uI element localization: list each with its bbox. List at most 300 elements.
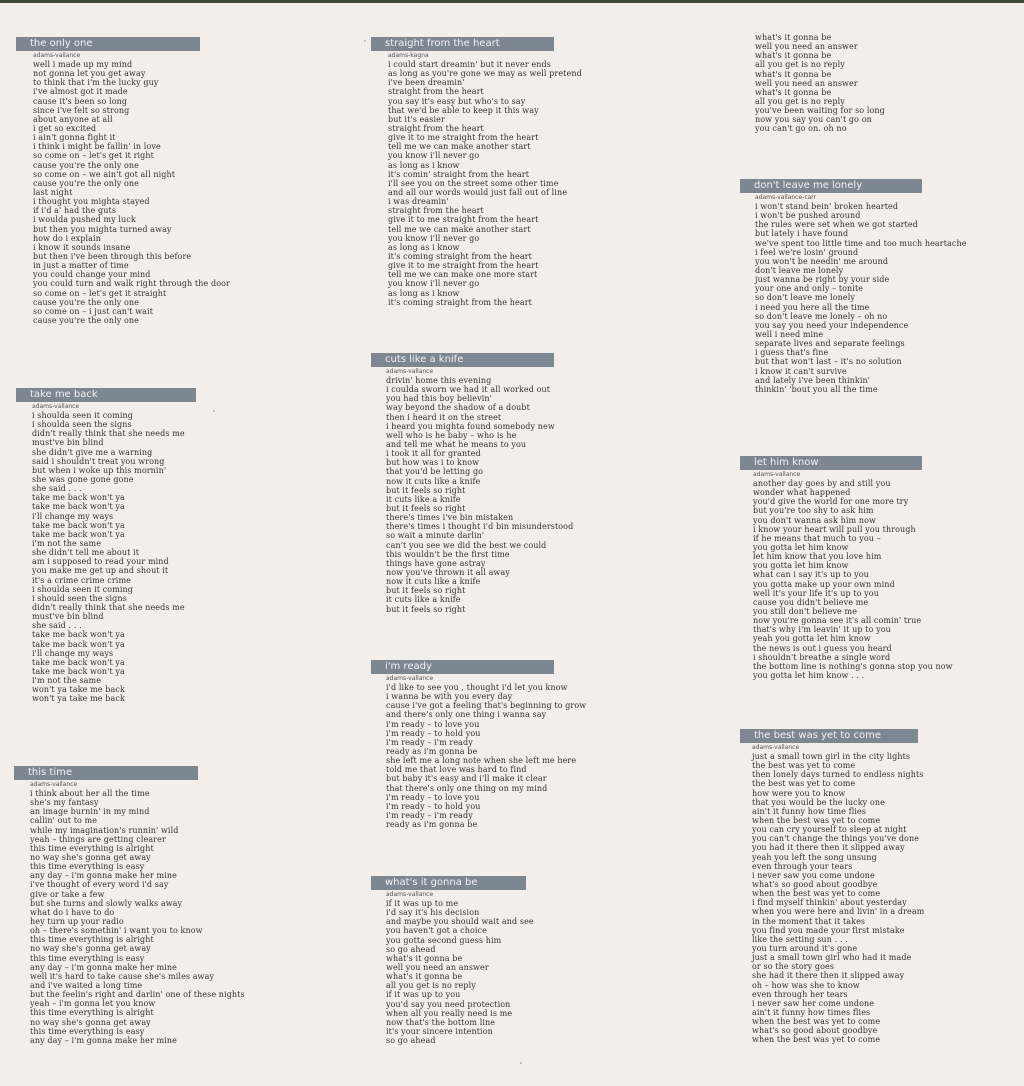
- lyric-line: that there's only one thing on my mind: [386, 783, 548, 793]
- lyric-line: won't ya take me back: [32, 685, 125, 695]
- page-speck: [520, 1062, 522, 1064]
- lyric-line: this time everything is alright: [30, 935, 154, 945]
- song-the-best-was-yet-to-come: [740, 729, 924, 1045]
- lyric-line: tell me we can make another start: [388, 224, 531, 234]
- lyric-line: and all our words would just fall out of line: [388, 187, 568, 197]
- lyric-line: i feel we're losin' ground: [755, 247, 859, 257]
- lyric-line: let him know that you love him: [753, 552, 882, 562]
- lyric-line: but when i woke up this mornin': [32, 465, 167, 475]
- lyric-line: you haven't got a choice: [386, 926, 487, 936]
- lyric-line: i shoulda seen the signs: [32, 420, 132, 430]
- lyrics-list: [388, 60, 582, 307]
- lyric-line: this time everything is easy: [30, 953, 145, 963]
- lyric-line: you turn around it's gone: [752, 943, 858, 953]
- lyric-line: i never saw her come undone: [752, 998, 875, 1008]
- lyric-line: you could change your mind: [33, 270, 151, 280]
- song-the-only-one: [16, 37, 230, 325]
- lyric-line: it's comin' straight from the heart: [388, 169, 530, 179]
- lyric-line: you say you need your independence: [755, 320, 909, 330]
- lyric-line: she's my fantasy: [30, 798, 99, 808]
- songwriter-credit: adams-kagna: [388, 52, 429, 59]
- lyric-line: how do i explain: [33, 233, 101, 243]
- song-title: take me back: [16, 388, 196, 402]
- songwriter-credit: adams-vallance: [386, 675, 434, 682]
- lyric-line: just wanna be right by your side: [755, 275, 890, 285]
- song-dont-leave-me-lonely: [740, 179, 967, 394]
- lyric-line: we've spent too little time and too much heartache: [755, 238, 967, 248]
- lyric-line: ain't it funny how times flies: [752, 1007, 871, 1017]
- song-straight-from-the-heart: [371, 37, 582, 307]
- lyric-line: way beyond the shadow of a doubt: [386, 403, 530, 413]
- lyric-line: all you get is no reply: [755, 60, 845, 70]
- lyric-line: give it to me straight from the heart: [388, 215, 539, 225]
- lyric-line: since i've felt so strong: [33, 105, 130, 115]
- songwriter-credit: adams-vallance: [753, 471, 801, 478]
- lyric-line: well you need an answer: [386, 962, 489, 972]
- lyrics-list: [755, 33, 885, 134]
- lyric-line: but baby it's easy and i'll make it clear: [386, 774, 547, 784]
- lyric-line: i find myself thinkin' about yesterday: [752, 898, 907, 908]
- songwriter-credit: adams-vallance-carr: [755, 194, 817, 201]
- lyric-line: i'm ready – i'm ready: [386, 737, 473, 747]
- lyric-line: now that's the bottom line: [386, 1017, 496, 1027]
- lyric-line: i shouldn't breathe a single word: [753, 652, 891, 662]
- lyric-line: so go ahead: [386, 944, 436, 954]
- lyric-line: what's it gonna be: [386, 972, 463, 982]
- lyric-line: it cuts like a knife: [386, 595, 461, 605]
- lyric-line: so come on – let's get it right: [33, 151, 154, 161]
- lyric-line: the best was yet to come: [752, 779, 856, 789]
- lyric-line: there's times i've bin mistaken: [386, 513, 514, 523]
- lyric-line: i'm not the same: [32, 538, 102, 548]
- lyric-line: when the best was yet to come: [752, 889, 881, 899]
- lyric-line: it's a crime crime crime: [32, 575, 131, 585]
- lyric-line: now you say you can't go on: [755, 115, 872, 125]
- lyric-line: this time everything is easy: [30, 1026, 145, 1036]
- lyric-line: ready as i'm gonna be: [386, 820, 478, 830]
- lyric-line: if it was up to you: [386, 990, 461, 1000]
- song-title: don't leave me lonely: [740, 179, 922, 193]
- lyric-line: cause i've got a feeling that's beginning to grow: [386, 701, 587, 711]
- lyric-line: so don't leave me lonely: [755, 293, 855, 303]
- lyric-line: separate lives and separate feelings: [755, 339, 905, 349]
- lyric-line: that you'd be letting go: [386, 467, 484, 477]
- lyric-line: i never saw you come undone: [752, 870, 875, 880]
- lyric-line: as long as you're gone we may as well pretend: [388, 69, 582, 79]
- lyric-line: this wouldn't be the first time: [386, 549, 510, 559]
- lyric-line: but it feels so right: [386, 604, 466, 614]
- lyric-line: callin' out to me: [30, 816, 98, 826]
- lyric-line: no way she's gonna get away: [30, 944, 151, 954]
- lyric-line: but it feels so right: [386, 485, 466, 495]
- lyric-line: and maybe you should wait and see: [386, 917, 534, 927]
- lyric-line: take me back won't ya: [32, 493, 125, 503]
- lyric-line: so come on – let's get it straight: [33, 288, 167, 298]
- lyric-line: you know i'll never go: [388, 151, 480, 161]
- lyric-line: but it's easier: [388, 114, 445, 124]
- lyric-line: i'm ready – to hold you: [386, 728, 481, 738]
- lyric-line: she said . . .: [32, 484, 82, 494]
- lyric-line: i'd like to see you , thought i'd let you know: [386, 683, 568, 692]
- song-let-him-know: [740, 456, 953, 680]
- song-title: this time: [14, 766, 198, 780]
- lyric-line: now you've thrown it all away: [386, 567, 510, 577]
- lyric-line: i'm not the same: [32, 676, 102, 686]
- lyric-line: you can't go on. oh no: [755, 124, 847, 134]
- lyric-line: am i supposed to read your mind: [32, 557, 169, 567]
- lyrics-list: [755, 202, 967, 394]
- lyric-line: the rules were set when we got started: [755, 220, 918, 230]
- songwriter-credit: adams-vallance: [386, 368, 434, 375]
- lyric-line: take me back won't ya: [32, 666, 125, 676]
- lyric-line: cause you're the only one: [33, 315, 140, 325]
- lyric-line: so don't leave me lonely – oh no: [755, 311, 888, 321]
- lyric-line: ain't it funny how time flies: [752, 806, 867, 816]
- lyric-line: i could start dreamin' but it never ends: [388, 60, 551, 69]
- lyric-line: you gotta make up your own mind: [753, 579, 895, 589]
- lyric-line: what do i have to do: [30, 907, 115, 917]
- lyric-line: i'm ready – to love you: [386, 792, 480, 802]
- lyric-line: i need you here all the time: [755, 302, 870, 312]
- lyric-line: that's why i'm leavin' it up to you: [753, 625, 891, 635]
- songwriter-credit: adams-vallance: [752, 744, 800, 751]
- lyric-line: yeah – i'm gonna let you know: [30, 999, 156, 1009]
- lyric-line: about anyone at all: [33, 114, 113, 124]
- lyric-line: what's it gonna be: [755, 51, 832, 61]
- lyric-line: what's it gonna be: [755, 33, 832, 42]
- lyric-line: well who is he baby – who is he: [386, 430, 517, 440]
- lyric-line: but the feelin's right and darlin' one of these nights: [30, 990, 245, 1000]
- lyric-line: well i need mine: [755, 329, 824, 339]
- lyric-line: you could turn and walk right through the door: [33, 279, 230, 289]
- lyric-line: i'm ready – i'm ready: [386, 810, 473, 820]
- lyric-line: when the best was yet to come: [752, 1035, 881, 1045]
- lyric-line: this time everything is easy: [30, 862, 145, 872]
- lyric-line: you'd say you need protection: [386, 999, 511, 1009]
- lyric-line: but it feels so right: [386, 586, 466, 596]
- lyric-line: yeah you left the song unsung: [752, 852, 877, 862]
- lyrics-list: [753, 479, 953, 680]
- song-whats-it-gonna-be: [371, 876, 534, 1045]
- lyric-line: last night: [33, 187, 73, 197]
- lyric-line: you gotta second guess him: [386, 935, 502, 945]
- lyric-line: she had it there then it slipped away: [752, 971, 905, 981]
- lyric-line: take me back won't ya: [32, 520, 125, 530]
- lyric-line: i'd say it's his decision: [386, 908, 480, 918]
- lyric-line: i've almost got it made: [33, 87, 128, 97]
- lyric-line: you find you made your first mistake: [752, 925, 905, 935]
- lyric-line: must've bin blind: [32, 612, 104, 622]
- lyric-line: take me back won't ya: [32, 529, 125, 539]
- lyric-line: i won't be pushed around: [755, 211, 861, 221]
- lyric-line: cause you didn't believe me: [753, 597, 869, 607]
- lyric-line: but lately i have found: [755, 229, 849, 239]
- lyric-line: no way she's gonna get away: [30, 1017, 151, 1027]
- lyric-line: wonder what happened: [753, 488, 851, 498]
- lyric-line: i wanna be with you every day: [386, 692, 513, 702]
- lyric-line: oh – there's somethin' i want you to know: [30, 926, 203, 936]
- lyric-line: she said . . .: [32, 621, 82, 631]
- lyric-line: all you get is no reply: [755, 96, 845, 106]
- lyric-line: give it to me straight from the heart: [388, 261, 539, 271]
- lyric-line: i get so excited: [33, 123, 97, 133]
- lyric-line: not gonna let you get away: [33, 69, 146, 79]
- lyrics-list: [30, 789, 245, 1045]
- lyric-line: give or take a few: [30, 889, 105, 899]
- lyric-line: you don't wanna ask him now: [753, 515, 876, 525]
- lyric-line: cause you're the only one: [33, 178, 140, 188]
- lyric-line: when you were here and livin' in a dream: [752, 907, 925, 917]
- lyric-line: i know your heart will pull you through: [753, 524, 916, 534]
- lyric-line: you say it's easy but who's to say: [388, 96, 526, 106]
- lyric-line: the news is out i guess you heard: [753, 643, 892, 653]
- song-title: let him know: [740, 456, 922, 470]
- lyric-line: straight from the heart: [388, 123, 484, 133]
- lyric-line: i woulda pushed my luck: [33, 215, 136, 225]
- lyric-line: you'd give the world for one more try: [753, 497, 909, 507]
- lyric-line: an image burnin' in my mind: [30, 807, 150, 817]
- songwriter-credit: adams-vallance: [33, 52, 81, 59]
- lyric-line: i'll change my ways: [32, 648, 114, 658]
- lyric-line: i took it all for granted: [386, 449, 481, 459]
- lyric-line: now it cuts like a knife: [386, 476, 481, 486]
- lyric-line: it's your sincere intention: [386, 1026, 493, 1036]
- lyric-line: but then you mighta turned away: [33, 224, 172, 234]
- lyric-line: yeah – things are getting clearer: [30, 834, 166, 844]
- lyric-line: must've bin blind: [32, 438, 104, 448]
- lyric-line: but you're too shy to ask him: [753, 506, 874, 516]
- lyric-line: take me back won't ya: [32, 657, 125, 667]
- lyric-line: i thought you mighta stayed: [33, 197, 150, 207]
- lyric-line: your one and only – tonite: [755, 284, 864, 294]
- lyric-line: it's coming straight from the heart: [388, 297, 532, 307]
- lyric-line: can't you see we did the best we could: [386, 540, 547, 550]
- lyric-line: so go ahead: [386, 1036, 436, 1046]
- lyric-line: any day – i'm gonna make her mine: [30, 871, 177, 881]
- lyric-line: i heard you mighta found somebody new: [386, 421, 555, 431]
- lyric-line: told me that love was hard to find: [386, 765, 527, 775]
- lyric-line: you had it there then it slipped away: [752, 843, 905, 853]
- lyric-line: if it was up to me: [386, 899, 459, 908]
- lyric-line: now it cuts like a knife: [386, 577, 481, 587]
- lyrics-list: [386, 899, 534, 1045]
- lyric-line: well you need an answer: [755, 42, 858, 52]
- lyric-line: just a small town girl who had it made: [752, 953, 912, 963]
- lyrics-list: [33, 60, 230, 325]
- lyric-line: when all you really need is me: [386, 1008, 513, 1018]
- lyric-line: what can i say it's up to you: [753, 570, 869, 580]
- song-whats-it-gonna-be-continued: [755, 33, 885, 134]
- lyric-line: she left me a long note when she left me here: [386, 756, 577, 766]
- lyric-line: tell me we can make another start: [388, 142, 531, 152]
- lyric-line: but then i've been through this before: [33, 251, 192, 261]
- song-title: straight from the heart: [371, 37, 554, 51]
- song-title: the only one: [16, 37, 200, 51]
- lyric-line: this time everything is alright: [30, 843, 154, 853]
- lyric-line: i'm ready – to hold you: [386, 801, 481, 811]
- lyric-line: i'm ready – to love you: [386, 719, 480, 729]
- lyric-line: and there's only one thing i wanna say: [386, 710, 547, 720]
- lyric-line: i think about her all the time: [30, 789, 150, 798]
- lyric-line: tell me we can make one more start: [388, 270, 538, 280]
- songwriter-credit: adams-vallance: [30, 781, 78, 788]
- lyric-line: that we'd be able to keep it this way: [388, 105, 539, 115]
- lyric-line: she was gone gone gone: [32, 474, 134, 484]
- song-im-ready: [371, 660, 586, 829]
- song-title: the best was yet to come: [740, 729, 918, 743]
- lyric-line: give it to me straight from the heart: [388, 133, 539, 143]
- lyric-line: you gotta let him know . . .: [753, 670, 865, 680]
- lyric-line: and lately i've been thinkin': [755, 375, 871, 385]
- lyric-line: what's so good about goodbye: [752, 1026, 878, 1036]
- lyric-line: straight from the heart: [388, 206, 484, 216]
- lyric-line: but she turns and slowly walks away: [30, 898, 183, 908]
- lyric-line: and i've waited a long time: [30, 980, 143, 990]
- lyric-line: well it's hard to take cause she's miles away: [30, 971, 215, 981]
- lyric-line: i was dreamin': [388, 197, 449, 207]
- lyric-line: oh – how was she to know: [752, 980, 860, 990]
- page-speck: [364, 40, 366, 42]
- lyric-line: i guess that's fine: [755, 348, 829, 358]
- lyric-line: there's times i thought i'd bin misunderstood: [386, 522, 574, 532]
- lyric-line: then i heard it on the street: [386, 412, 502, 422]
- lyrics-list: [386, 376, 573, 614]
- lyric-line: you gotta let him know: [753, 542, 849, 552]
- lyric-line: but that won't last – it's no solution: [755, 357, 902, 367]
- lyric-line: if i'd a' had the guts: [33, 206, 117, 216]
- lyrics-list: [386, 683, 586, 829]
- lyric-line: even through your tears: [752, 861, 853, 871]
- lyric-line: you can't change the things you've done: [752, 834, 920, 844]
- lyric-line: i'll see you on the street some other time: [388, 178, 559, 188]
- lyric-line: it cuts like a knife: [386, 494, 461, 504]
- lyric-line: didn't really think that she needs me: [32, 429, 185, 439]
- lyric-line: cause you're the only one: [33, 160, 140, 170]
- lyric-line: hey turn up your radio: [30, 916, 124, 926]
- lyric-line: i shoulda seen it coming: [32, 584, 134, 594]
- lyric-line: said i shouldn't treat you wrong: [32, 456, 165, 466]
- lyric-line: you make me get up and shout it: [32, 566, 169, 576]
- lyric-line: i've thought of every word i'd say: [30, 880, 169, 890]
- lyric-line: all you get is no reply: [386, 981, 476, 991]
- lyric-line: now you're gonna see it's all comin' true: [753, 616, 922, 626]
- lyric-line: i should seen the signs: [32, 593, 127, 603]
- lyric-line: just a small town girl in the city lights: [752, 752, 911, 761]
- lyric-line: any day – i'm gonna make her mine: [30, 962, 177, 972]
- lyric-line: what's it gonna be: [755, 69, 832, 79]
- lyric-line: you gotta let him know: [753, 561, 849, 571]
- lyric-line: she didn't tell me about it: [32, 548, 140, 558]
- lyric-line: thinkin' 'bout you all the time: [755, 384, 878, 394]
- lyric-line: well i made up my mind: [33, 60, 133, 69]
- lyric-line: as long as i know: [388, 242, 460, 252]
- lyric-line: when the best was yet to come: [752, 815, 881, 825]
- lyric-line: cause it's been so long: [33, 96, 128, 106]
- lyric-line: well it's your life it's up to you: [753, 588, 879, 598]
- song-title: what's it gonna be: [371, 876, 526, 890]
- lyric-line: you've been waiting for so long: [755, 106, 885, 116]
- lyric-line: the bottom line is nothing's gonna stop you now: [753, 661, 953, 671]
- lyric-line: i coulda sworn we had it all worked out: [386, 385, 551, 395]
- lyric-line: you had this boy believin': [386, 394, 492, 404]
- lyric-line: i'll change my ways: [32, 511, 114, 521]
- lyric-line: i've been dreamin': [388, 78, 465, 88]
- lyrics-list: [752, 752, 924, 1045]
- lyric-line: cause you're the only one: [33, 297, 140, 307]
- lyric-line: so come on – we ain't got all night: [33, 169, 176, 179]
- lyric-line: in the moment that it takes: [752, 916, 866, 926]
- page-speck: [213, 410, 215, 412]
- song-title: i'm ready: [371, 660, 554, 674]
- lyric-line: this time everything is alright: [30, 1008, 154, 1018]
- lyric-line: what's it gonna be: [755, 87, 832, 97]
- lyric-line: but it feels so right: [386, 503, 466, 513]
- lyric-line: but how was i to know: [386, 458, 480, 468]
- lyric-line: as long as i know: [388, 288, 460, 298]
- lyric-line: how were you to know: [752, 788, 846, 798]
- lyric-line: she didn't give me a warning: [32, 447, 153, 457]
- lyric-line: what's so good about goodbye: [752, 879, 878, 889]
- lyric-line: to think that i'm the lucky guy: [33, 78, 159, 88]
- lyric-line: what's it gonna be: [386, 953, 463, 963]
- song-title: cuts like a knife: [371, 353, 554, 367]
- lyric-line: i ain't gonna fight it: [33, 133, 116, 143]
- lyric-line: you still don't believe me: [753, 606, 858, 616]
- lyric-line: when the best was yet to come: [752, 1017, 881, 1027]
- lyric-line: i think i might be fallin' in love: [33, 142, 161, 152]
- lyric-line: won't ya take me back: [32, 694, 125, 704]
- lyric-line: as long as i know: [388, 160, 460, 170]
- song-cuts-like-a-knife: [371, 353, 573, 614]
- lyric-line: like the setting sun . . .: [752, 934, 848, 944]
- lyric-line: so come on – i just can't wait: [33, 306, 154, 316]
- lyric-line: ready as i'm gonna be: [386, 746, 478, 756]
- lyric-line: drivin' home this evening: [386, 376, 492, 385]
- song-take-me-back: [16, 388, 196, 704]
- lyric-line: then lonely days turned to endless nights: [752, 770, 924, 780]
- lyric-line: straight from the heart: [388, 87, 484, 97]
- lyric-line: take me back won't ya: [32, 630, 125, 640]
- lyric-line: while my imagination's runnin' wild: [30, 825, 179, 835]
- lyric-line: you won't be needin' me around: [755, 256, 889, 266]
- lyric-line: i know it can't survive: [755, 366, 847, 376]
- song-this-time: [14, 766, 245, 1045]
- lyric-line: or so the story goes: [752, 962, 835, 972]
- songwriter-credit: adams-vallance: [32, 403, 80, 410]
- lyric-line: and tell me what he means to you: [386, 439, 527, 449]
- lyric-line: any day – i'm gonna make her mine: [30, 1035, 177, 1045]
- lyric-line: i won't stand bein' broken hearted: [755, 202, 899, 211]
- lyric-line: didn't really think that she needs me: [32, 602, 185, 612]
- lyric-line: it's coming straight from the heart: [388, 251, 532, 261]
- lyric-line: you can cry yourself to sleep at night: [752, 825, 907, 835]
- lyric-line: take me back won't ya: [32, 639, 125, 649]
- lyric-line: yeah you gotta let him know: [753, 634, 871, 644]
- lyric-line: no way she's gonna get away: [30, 852, 151, 862]
- lyrics-list: [32, 411, 196, 704]
- lyric-line: that you would be the lucky one: [752, 797, 885, 807]
- lyric-line: you know i'll never go: [388, 233, 480, 243]
- lyric-line: i shoulda seen it coming: [32, 411, 134, 420]
- songwriter-credit: adams-vallance: [386, 891, 434, 898]
- lyric-line: so wait a minute darlin': [386, 531, 485, 541]
- lyric-line: in just a matter of time: [33, 261, 129, 271]
- lyric-line: you know i'll never go: [388, 279, 480, 289]
- lyric-line: i know it sounds insane: [33, 242, 131, 252]
- lyric-line: well you need an answer: [755, 78, 858, 88]
- lyric-line: even through her tears: [752, 989, 848, 999]
- lyric-line: don't leave me lonely: [755, 265, 844, 275]
